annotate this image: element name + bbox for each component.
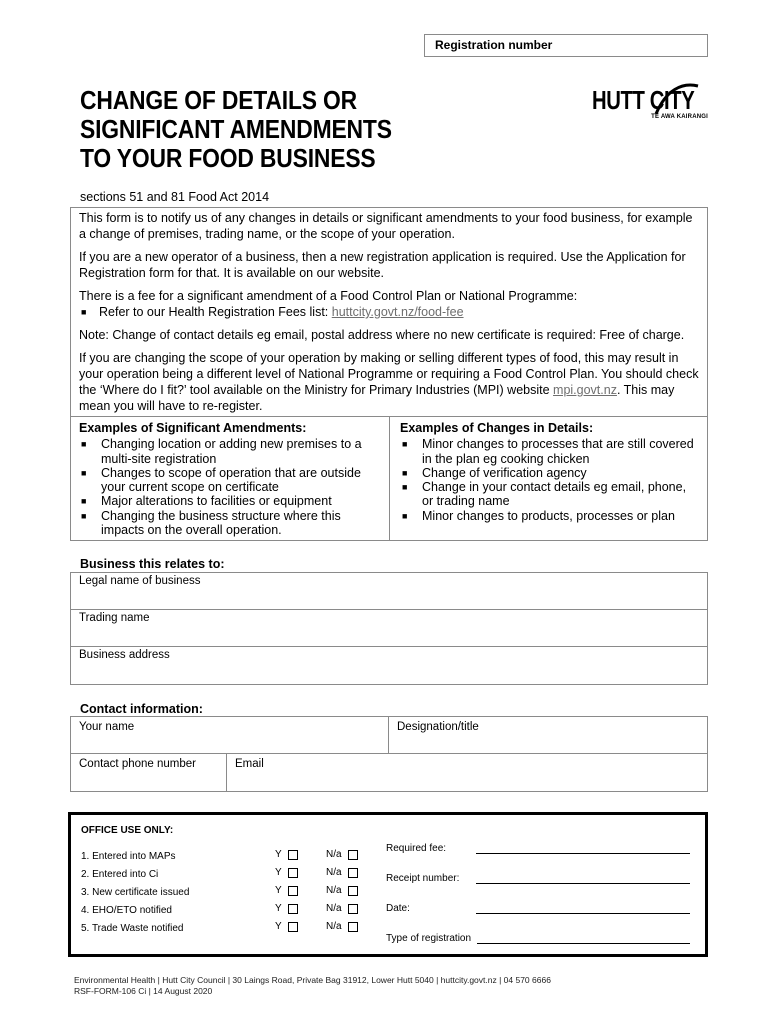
column-heading: Examples of Significant Amendments: — [79, 421, 307, 435]
bullet-icon: ■ — [402, 467, 408, 478]
info-paragraph: If you are changing the scope of your operation by making or selling different types of food, this may result in your operation being a different level of National Programme or requiring a Food Control Plan. You should check the ‘Where do I fit?’ tool available on the Ministry for Primary Industries (MPI) website mpi.govt.nz. This may mean you will have to re-register. — [79, 351, 699, 413]
office-item: 1. Entered into MAPs — [81, 851, 176, 862]
bullet-icon: ■ — [81, 496, 87, 507]
date-line[interactable] — [476, 913, 690, 914]
na-checkbox[interactable]: N/a — [326, 849, 358, 860]
list-item: ■ Change of verification agency — [402, 465, 587, 480]
na-checkbox[interactable]: N/a — [326, 867, 358, 878]
info-note: Note: Change of contact details eg email, postal address where no new certificate is required: Free of charge. — [79, 328, 685, 342]
designation-field[interactable] — [389, 717, 707, 753]
info-paragraph: If you are a new operator of a business, then a new registration application is required. Use the Application for Registration form for that. It is available on our website. — [79, 250, 686, 280]
page-title — [80, 86, 450, 173]
significant-amendments-column — [71, 417, 389, 540]
information-box — [70, 207, 708, 417]
bullet-icon: ■ — [81, 439, 87, 450]
yes-checkbox[interactable]: Y — [275, 849, 298, 860]
info-paragraph: This form is to notify us of any changes in details or significant amendments to your food business, for example a change of premises, trading name, or the scope of your operation. — [79, 211, 693, 241]
field-label: Contact phone number — [79, 758, 196, 770]
yes-checkbox[interactable]: Y — [275, 921, 298, 932]
logo-text: HUTT CITY — [592, 85, 695, 115]
contact-row — [71, 717, 707, 754]
list-item: ■ Major alterations to facilities or equipment — [81, 494, 332, 509]
na-checkbox[interactable]: N/a — [326, 903, 358, 914]
fee-bullet: ■ Refer to our Health Registration Fees list: huttcity.govt.nz/food-fee — [81, 305, 464, 319]
phone-field[interactable] — [71, 754, 227, 791]
registration-number-label: Registration number — [435, 38, 553, 52]
office-use-box — [68, 812, 708, 957]
field-label: Business address — [79, 649, 170, 661]
contact-fields — [70, 716, 708, 792]
list-item: ■ Minor changes to processes that are still covered in the plan eg cooking chicken — [402, 437, 694, 466]
field-label: Designation/title — [397, 721, 479, 733]
info-paragraph: There is a fee for a significant amendment of a Food Control Plan or National Programme: — [79, 289, 578, 303]
list-item: ■ Changing location or adding new premises to a multi-site registration — [81, 437, 362, 466]
footer-contact: Environmental Health | Hutt City Council | 30 Laings Road, Private Bag 31912, Lower Hutt 5040 | huttcity.govt.nz | 04 570 6666 — [74, 975, 551, 985]
act-reference: sections 51 and 81 Food Act 2014 — [80, 190, 270, 204]
logo-subtext: TE AWA KAIRANGI — [651, 114, 708, 120]
field-label: Legal name of business — [79, 575, 201, 587]
trading-name-field[interactable] — [71, 610, 707, 647]
bullet-icon: ■ — [402, 482, 408, 493]
field-label: Email — [235, 758, 264, 770]
footer-form-ref: RSF-FORM-106 Ci | 14 August 2020 — [74, 986, 213, 996]
office-use-heading: OFFICE USE ONLY: — [81, 825, 174, 836]
na-checkbox[interactable]: N/a — [326, 921, 358, 932]
title-line-1: CHANGE OF DETAILS OR — [80, 85, 357, 115]
fee-link[interactable]: huttcity.govt.nz/food-fee — [331, 305, 464, 319]
yes-checkbox[interactable]: Y — [275, 885, 298, 896]
receipt-number-line[interactable] — [476, 883, 690, 884]
office-item: 3. New certificate issued — [81, 887, 190, 898]
yes-checkbox[interactable]: Y — [275, 867, 298, 878]
registration-number-field[interactable] — [424, 34, 708, 57]
changes-in-details-column — [389, 417, 707, 540]
required-fee-line[interactable] — [476, 853, 690, 854]
list-item: ■ Change in your contact details eg email, phone, or trading name — [402, 480, 687, 509]
required-fee-label: Required fee: — [386, 843, 447, 854]
hutt-city-logo — [592, 86, 710, 126]
business-address-field[interactable] — [71, 647, 707, 684]
field-label: Your name — [79, 721, 135, 733]
business-fields — [70, 572, 708, 685]
yes-checkbox[interactable]: Y — [275, 903, 298, 914]
list-item: ■ Changing the business structure where this impacts on the overall operation. — [81, 508, 341, 538]
receipt-number-label: Receipt number: — [386, 873, 460, 884]
list-item: ■ Changes to scope of operation that are outside your current scope on certificate — [81, 465, 361, 495]
type-of-registration-label: Type of registration — [386, 933, 472, 944]
list-item: ■ Minor changes to products, processes or plan — [402, 508, 675, 523]
office-item: 4. EHO/ETO notified — [81, 905, 172, 916]
title-line-3: TO YOUR FOOD BUSINESS — [80, 143, 376, 173]
title-line-2: SIGNIFICANT AMENDMENTS — [80, 114, 392, 144]
email-field[interactable] — [227, 754, 707, 791]
na-checkbox[interactable]: N/a — [326, 885, 358, 896]
footer — [74, 975, 551, 997]
legal-name-field[interactable] — [71, 573, 707, 610]
date-label: Date: — [386, 903, 410, 914]
office-item: 5. Trade Waste notified — [81, 923, 184, 934]
bullet-icon: ■ — [402, 510, 408, 521]
examples-table — [70, 417, 708, 541]
bullet-icon: ■ — [81, 510, 87, 521]
contact-heading: Contact information: — [80, 702, 203, 716]
field-label: Trading name — [79, 612, 150, 624]
mpi-link[interactable]: mpi.govt.nz — [553, 383, 617, 397]
bullet-icon: ■ — [81, 307, 87, 317]
column-heading: Examples of Changes in Details: — [400, 421, 594, 435]
type-of-registration-line[interactable] — [477, 943, 690, 944]
office-item: 2. Entered into Ci — [81, 869, 159, 880]
bullet-icon: ■ — [81, 467, 87, 478]
bullet-icon: ■ — [402, 439, 408, 450]
your-name-field[interactable] — [71, 717, 389, 753]
contact-row — [71, 754, 707, 791]
business-heading: Business this relates to: — [80, 557, 225, 571]
